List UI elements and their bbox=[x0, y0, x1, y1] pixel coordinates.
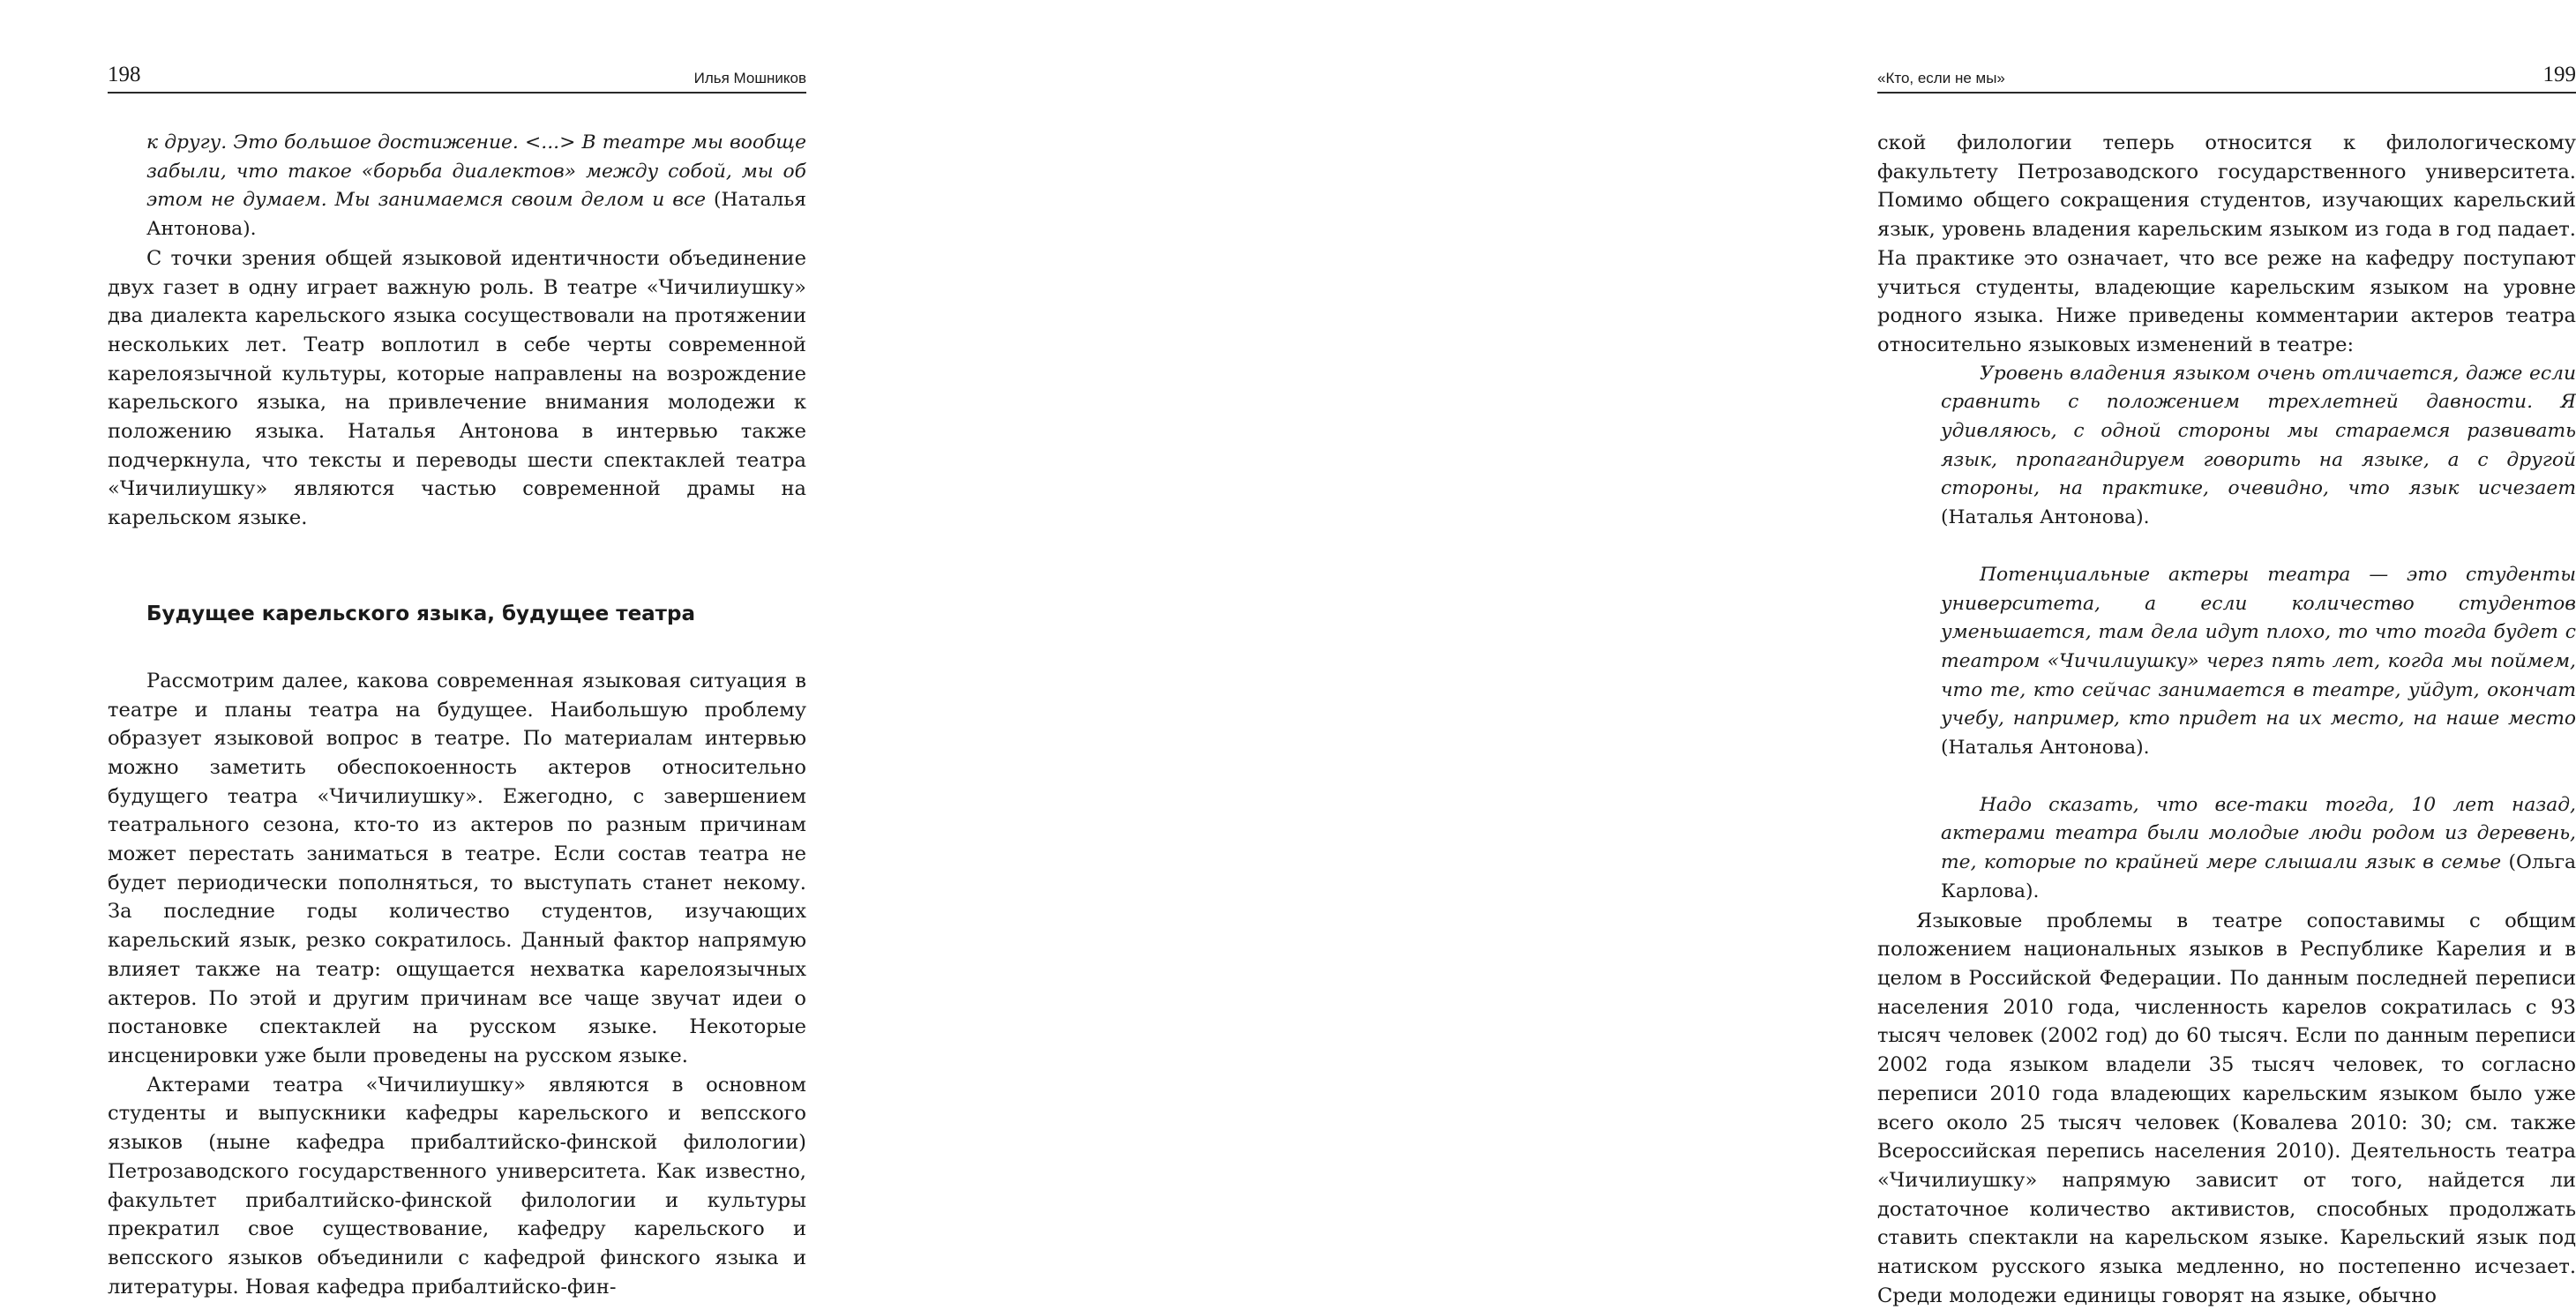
paragraph: С точки зрения общей языковой идентичности объединение двух газет в одну играет важную роль. В театре «Чичилиушку» два диалекта карельского языка сосуществовали на протяжении нескольких лет. Театр воплотил в себе черты современной карелоязычной культуры, которые направлены на возрождение карельского языка, на привлечение внимания молодежи к положению языка. Наталья Антонова в интервью также подчеркнула, что тексты и переводы шести спектаклей театра «Чичилиушку» являются частью современной драмы на карельском языке. bbox=[108, 244, 806, 533]
paragraph: Актерами театра «Чичилиушку» являются в основном студенты и выпускники кафедры карельского и вепсского языков (ныне кафедра прибалтийско-финской филологии) Петрозаводского государственного университета. Как известно, факультет прибалтийско-финской филологии и культуры прекратил свое существование, кафедру карельского и вепсского языков объединили с кафедрой финского языка и литературы. Новая кафедра прибалтийско-фин- bbox=[108, 1071, 806, 1302]
left-page-body bbox=[108, 129, 806, 1301]
right-page-body bbox=[1877, 129, 2576, 1310]
quote-text: Уровень владения языком очень отличается, даже если сравнить с положением трехлетней давности. Я удивляюсь, с одной стороны мы стараемся развивать язык, пропагандируем говорить на языке, а с другой стороны, на практике, очевидно, что язык исчезает bbox=[1941, 363, 2576, 500]
interview-quote bbox=[1877, 561, 2576, 763]
paragraph: Рассмотрим далее, какова современная языковая ситуация в театре и планы театра на будущее. Наибольшую проблему образует языковой вопрос в театре. По материалам интервью можно заметить обеспокоенность актеров относительно будущего театра «Чичилиушку». Ежегодно, с завершением театрального сезона, кто-то из актеров по разным причинам может перестать заниматься в театре. Если состав театра не будет периодически пополняться, то выступать станет некому. За последние годы количество студентов, изучающих карельский язык, резко сократилось. Данный фактор напрямую влияет также на театр: ощущается нехватка карелоязычных актеров. По этой и другим причинам все чаще звучат идеи о постановке спектаклей на русском языке. Некоторые инсценировки уже были проведены на русском языке. bbox=[108, 667, 806, 1071]
interview-quote bbox=[1877, 360, 2576, 533]
quote-source: (Ольга Карлова). bbox=[1941, 851, 2576, 902]
quote-source: (Наталья Антонова). bbox=[1941, 506, 2150, 528]
spacer bbox=[1877, 533, 2576, 561]
section-heading: Будущее карельского языка, будущее театра bbox=[146, 600, 806, 628]
quote-text: Потенциальные актеры театра — это студенты университета, а если количество студентов уменьшается, там дела идут плохо, то что тогда будет с театром «Чичилиушку» через пять лет, когда мы поймем, что те, кто сейчас занимается в театре, уйдут, окончат учебу, например, кто придет на их место, на наше место bbox=[1941, 564, 2576, 730]
quote-source: (Наталья Антонова). bbox=[146, 189, 806, 240]
quote-source: (Наталья Антонова). bbox=[1941, 737, 2150, 759]
left-page-header bbox=[108, 60, 806, 94]
left-running-head: Илья Мошников bbox=[694, 70, 806, 87]
left-page bbox=[0, 0, 882, 1273]
quote-text: к другу. Это большое достижение. <...> В театре мы вообще забыли, что такое «борьба диалектов» между собой, мы об этом не думаем. Мы занимаемся своим делом и все bbox=[146, 131, 806, 211]
right-page-header bbox=[1877, 60, 2576, 94]
right-page bbox=[882, 0, 1764, 1273]
quote-text: Надо сказать, что все-таки тогда, 10 лет назад, актерами театра были молодые люди родом из деревень, те, которые по крайней мере слышали язык в семье bbox=[1941, 794, 2576, 873]
right-page-number: 199 bbox=[2543, 63, 2576, 87]
interview-quote bbox=[108, 129, 806, 244]
spacer bbox=[1877, 763, 2576, 791]
right-running-head: «Кто, если не мы» bbox=[1877, 70, 2005, 87]
interview-quote bbox=[1877, 791, 2576, 907]
left-page-number: 198 bbox=[108, 63, 141, 87]
paragraph: ской филологии теперь относится к филологическому факультету Петрозаводского государственного университета. Помимо общего сокращения студентов, изучающих карельский язык, уровень владения карельским языком из года в год падает. На практике это означает, что все реже на кафедру поступают учиться студенты, владеющие карельским языком на уровне родного языка. Ниже приведены комментарии актеров театра относительно языковых изменений в театре: bbox=[1877, 129, 2576, 360]
paragraph: Языковые проблемы в театре сопоставимы с общим положением национальных языков в Республике Карелия и в целом в Российской Федерации. По данным последней переписи населения 2010 года, численность карелов сократилась с 93 тысяч человек (2002 год) до 60 тысяч. Если по данным переписи 2002 года языком владели 35 тысяч человек, то согласно переписи 2010 года владеющих карельским языком было уже всего около 25 тысяч человек (Ковалева 2010: 30; см. также Всероссийская перепись населения 2010). Деятельность театра «Чичилиушку» напрямую зависит от того, найдется ли достаточное количество активистов, способных продолжать ставить спектакли на карельском языке. Карельский язык под натиском русского языка медленно, но постепенно исчезает. Среди молодежи единицы говорят на языке, обычно bbox=[1877, 907, 2576, 1310]
